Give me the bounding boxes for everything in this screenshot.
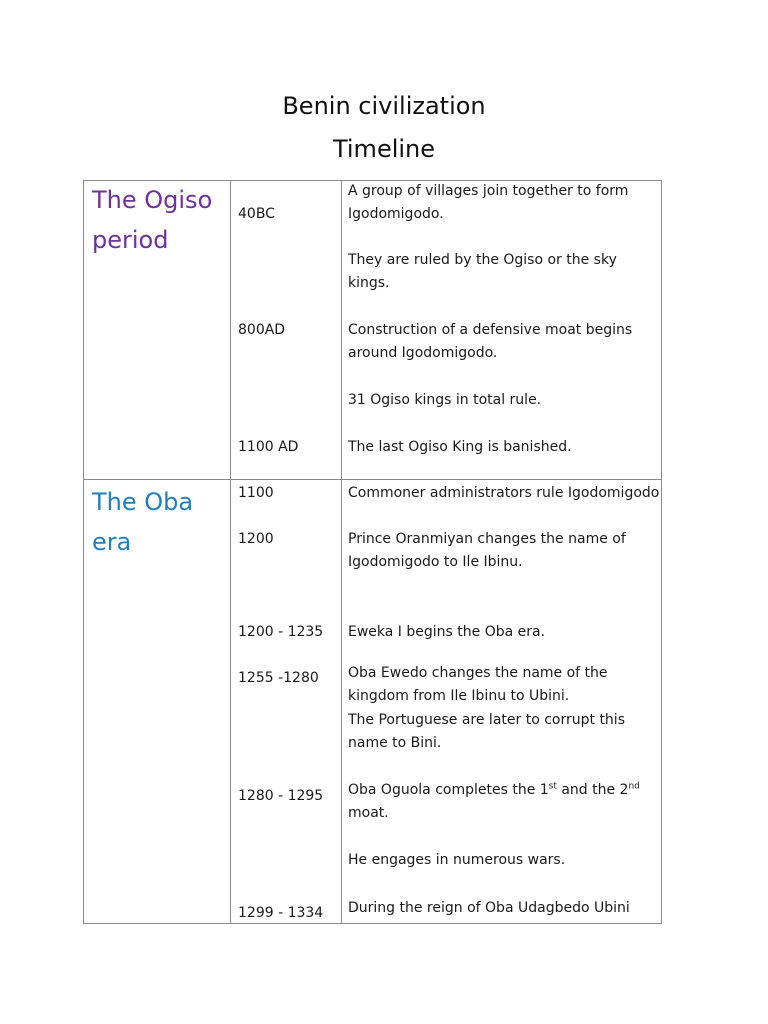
date-cell: 1299 - 1334 <box>238 905 324 921</box>
event-text-part: and the 2 <box>556 782 629 798</box>
event-text: around Igodomigodo. <box>348 345 498 361</box>
event-text: The last Ogiso King is banished. <box>348 439 572 455</box>
event-text: He engages in numerous wars. <box>348 852 566 868</box>
event-text: 31 Ogiso kings in total rule. <box>348 392 542 408</box>
event-text <box>348 779 640 802</box>
date-cell: 1100 AD <box>238 439 299 455</box>
event-text: They are ruled by the Ogiso or the sky <box>348 252 617 268</box>
period-oba-line1: The Oba <box>92 488 194 516</box>
date-cell: 1255 -1280 <box>238 670 319 686</box>
date-cell: 1280 - 1295 <box>238 788 324 804</box>
column-divider-period-date <box>230 181 231 923</box>
ordinal-suffix: st <box>548 781 557 792</box>
period-oba-line2: era <box>92 528 132 556</box>
event-text: Construction of a defensive moat begins <box>348 322 633 338</box>
event-text: A group of villages join together to form <box>348 183 629 199</box>
date-cell: 1100 <box>238 485 274 501</box>
document-title: Benin civilization <box>282 92 486 120</box>
ordinal-suffix: nd <box>628 781 640 792</box>
date-cell: 800AD <box>238 322 286 338</box>
period-oba-heading <box>92 482 193 562</box>
period-ogiso-line2: period <box>92 226 169 254</box>
column-divider-date-event <box>341 181 342 923</box>
date-cell: 1200 <box>238 531 274 547</box>
event-text: name to Bini. <box>348 735 442 751</box>
period-ogiso-line1: The Ogiso <box>92 186 213 214</box>
date-cell: 40BC <box>238 206 275 222</box>
event-text: Commoner administrators rule Igodomigodo <box>348 485 660 501</box>
period-ogiso-heading <box>92 180 212 260</box>
event-text: The Portuguese are later to corrupt this <box>348 712 625 728</box>
event-text: kings. <box>348 275 390 291</box>
event-text: kingdom from Ile Ibinu to Ubini. <box>348 688 570 704</box>
event-text: Igodomigodo to Ile Ibinu. <box>348 554 523 570</box>
document-subtitle: Timeline <box>332 135 436 163</box>
event-text: During the reign of Oba Udagbedo Ubini <box>348 900 630 916</box>
event-text: Eweka I begins the Oba era. <box>348 624 546 640</box>
date-cell: 1200 - 1235 <box>238 624 324 640</box>
event-text: Igodomigodo. <box>348 206 444 222</box>
event-text: moat. <box>348 805 389 821</box>
event-text-part: Oba Oguola completes the 1 <box>348 782 549 798</box>
event-text: Prince Oranmiyan changes the name of <box>348 531 626 547</box>
row-divider <box>84 479 661 480</box>
event-text: Oba Ewedo changes the name of the <box>348 665 608 681</box>
